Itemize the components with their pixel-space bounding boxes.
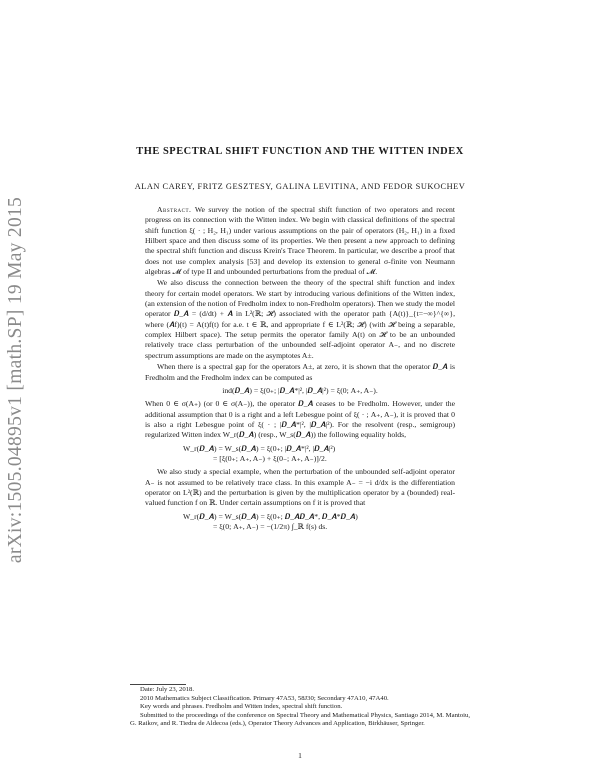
footnote-submitted: Submitted to the proceedings of the conference on Spectral Theory and Mathematical Physics, Santiago 2014, M. Mantoiu, G. Raikov, and R. Tiedra de Aldecoa (eds.), Operator Theory Advances and Application, Birkhäuser, Springer. — [130, 711, 470, 728]
abstract — [145, 205, 455, 535]
equation-index: ind(𝑫_𝑨) = ξ(0₊; |𝑫_𝑨*|², |𝑫_𝑨|²) = ξ(0; A₊, A₋). — [222, 385, 378, 395]
paper-authors: ALAN CAREY, FRITZ GESZTESY, GALINA LEVITINA, AND FEDOR SUKOCHEV — [134, 182, 466, 191]
footnote-rule — [130, 684, 186, 685]
arxiv-side-stamp — [3, 160, 29, 600]
paper-title: THE SPECTRAL SHIFT FUNCTION AND THE WITTEN INDEX — [136, 146, 464, 157]
abstract-paragraph-2: We also discuss the connection between the theory of the spectral shift function and index theory for certain model operators. We start by introducing various definitions of the Witten index, (an extension of the notion of Fredholm index to non-Fredholm operators). Then we study the model operator 𝑫_𝑨 = (d/dt) + 𝑨 in L²(ℝ; 𝓗) associated with the operator path {A(t)}_{t=−∞}^{∞}, where (𝑨f)(t) = A(t)f(t) for a.e. t ∈ ℝ, and appropriate f ∈ L²(ℝ; 𝓗) (with 𝓗 being a separable, complex Hilbert space). The setup permits the operator family A(t) on 𝓗 to be an unbounded relatively trace class perturbation of the unbounded self-adjoint operator A₋, and no discrete spectrum assumptions are made on the asymptotes A±. — [145, 278, 455, 360]
arxiv-identifier: arXiv:1505.04895v1 [math.SP] 19 May 2015 — [5, 196, 27, 564]
footnotes — [130, 686, 470, 729]
equation-witten-line-2: = [ξ(0₊; A₊, A₋) + ξ(0₋; A₊, A₋)]/2. — [213, 453, 327, 463]
footnote-keywords: Key words and phrases. Fredholm and Witten index, spectral shift function. — [140, 703, 343, 711]
equation-witten-index — [145, 444, 455, 465]
footnote-date: Date: July 23, 2018. — [140, 686, 195, 693]
abstract-label: Abstract. — [157, 205, 192, 214]
equation-witten-line-1: W_r(𝑫_𝑨) = W_s(𝑫_𝑨) = ξ(0₊; |𝑫_𝑨*|², |𝑫_𝑨|²) — [183, 443, 336, 453]
abstract-paragraph-3: When there is a spectral gap for the operators A±, at zero, it is shown that the operator 𝑫_𝑨 is Fredholm and the Fredholm index can be computed as — [145, 362, 455, 382]
equation-example-line-2: = ξ(0; A₊, A₋) = −(1/2π) ∫_ℝ f(s) ds. — [213, 521, 328, 531]
equation-example-line-1: W_r(𝑫_𝑨) = W_s(𝑫_𝑨) = ξ(0₊; 𝑫_𝑨𝑫_𝑨*, 𝑫_𝑨*𝑫_𝑨) — [183, 511, 358, 521]
abstract-paragraph-5: We also study a special example, when the perturbation of the unbounded self-adjoint operator A₋ is not assumed to be relatively trace class. In this example A₋ = −i d/dx is the differentiation operator on L²(ℝ) and the perturbation is given by the multiplication operator by a (bounded) real-valued function f on ℝ. Under certain assumptions on f it is proved that — [145, 467, 455, 508]
abstract-paragraph-1 — [145, 205, 455, 277]
footnote-msc: 2010 Mathematics Subject Classification. Primary 47A53, 58J30; Secondary 47A10, 47A40. — [140, 694, 389, 702]
abstract-text-1: We survey the notion of the spectral shift function of two operators and recent progress on its connection with the Witten index. We begin with classical definitions of the spectral shift function ξ( · ; H₂, H₁) under various assumptions on the pair of operators (H₂, H₁) in a fixed Hilbert space and then discuss some of its properties. We then present a new approach to defining the spectral shift function and discuss Krein's Trace Theorem. In particular, we describe a proof that does not use complex analysis [53] and develop its extension to general σ-finite von Neumann algebras 𝓜 of type II and unbounded perturbations from the predual of 𝓜. — [145, 205, 455, 277]
page-number: 1 — [298, 751, 302, 760]
equation-example — [145, 512, 455, 533]
abstract-paragraph-4: When 0 ∈ σ(A₊) (or 0 ∈ σ(A₋)), the operator 𝑫_𝑨 ceases to be Fredholm. However, under the additional assumption that 0 is a right and a left Lebesgue point of ξ( · ; A₊, A₋), it is proved that 0 is also a right Lebesgue point of ξ( · ; |𝑫_𝑨*|², |𝑫_𝑨|²). For the resolvent (resp., semigroup) regularized Witten index W_r(𝑫_𝑨) (resp., W_s(𝑫_𝑨)) the following equality holds, — [145, 399, 455, 440]
